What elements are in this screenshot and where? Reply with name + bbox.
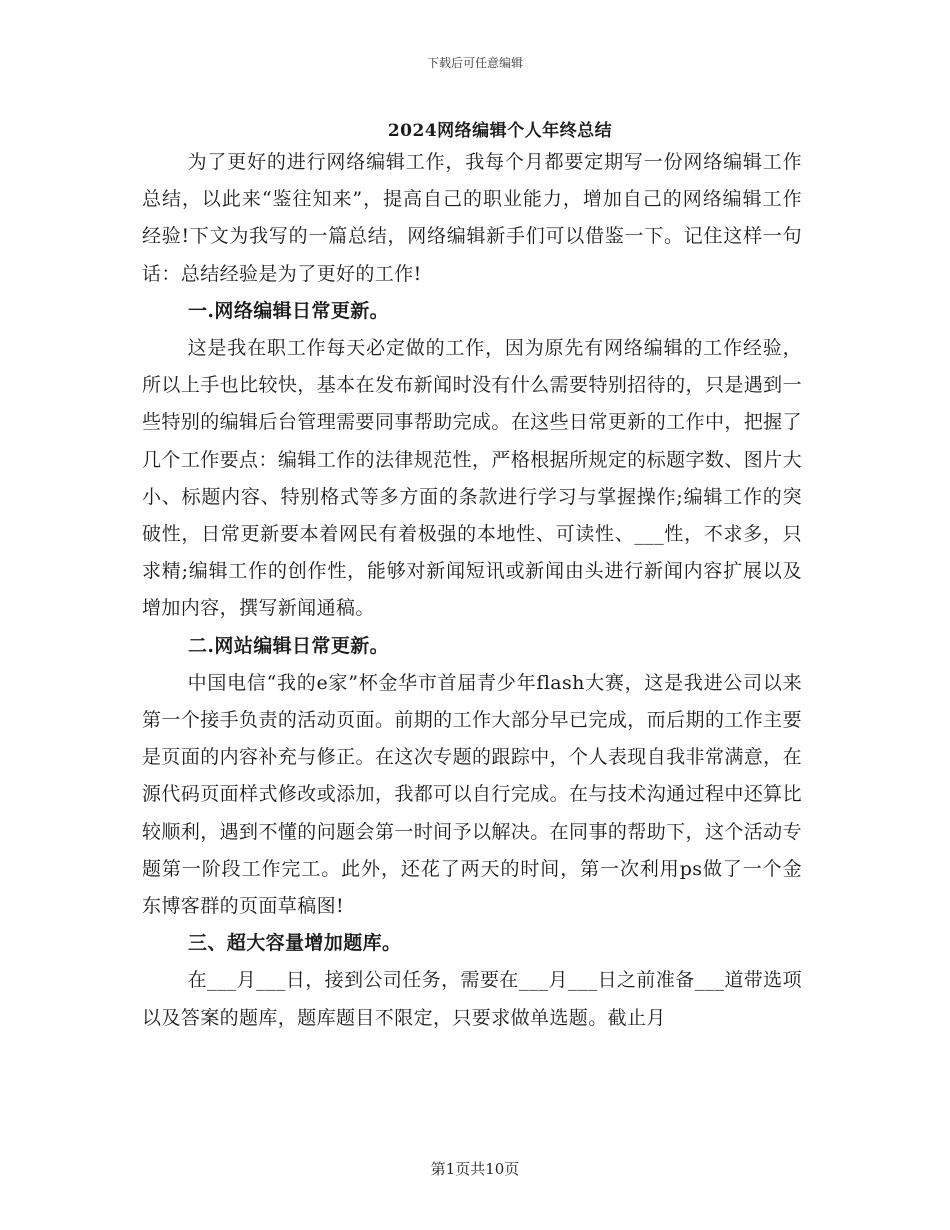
document-body [142,144,802,1037]
section-heading-2: 二.网站编辑日常更新。 [188,634,390,657]
header-note: 下载后可任意编辑 [426,56,523,70]
page-number: 第1页共10页 [430,1160,520,1178]
section-body-1: 这是我在职工作每天必定做的工作，因为原先有网络编辑的工作经验，所以上手也比较快，基本在发布新闻时没有什么需要特别招待的，只是遇到一些特别的编辑后台管理需要同事帮助完成。在这些日常更新的工作中，把握了几个工作要点：编辑工作的法律规范性，严格根据所规定的标题字数、图片大小、标题内容、特别格式等多方面的条款进行学习与掌握操作;编辑工作的突破性，日常更新要本着网民有着极强的本地性、可读性、___性，不求多，只求精;编辑工作的创作性，能够对新闻短讯或新闻由头进行新闻内容扩展以及增加内容，撰写新闻通稿。 [142,337,802,620]
intro-paragraph: 为了更好的进行网络编辑工作，我每个月都要定期写一份网络编辑工作总结，以此来“鉴往知来”，提高自己的职业能力，增加自己的网络编辑工作经验!下文为我写的一篇总结，网络编辑新手们可以借鉴一下。记住这样一句话：总结经验是为了更好的工作! [142,151,802,285]
document-title: 2024网络编辑个人年终总结 [387,121,613,141]
section-body-3: 在___月___日，接到公司任务，需要在___月___日之前准备___道带选项以及答案的题库，题库题目不限定，只要求做单选题。截止月 [142,969,802,1029]
section-heading-1: 一.网络编辑日常更新。 [188,299,390,322]
section-heading-3: 三、超大容量增加题库。 [188,932,402,955]
section-body-2: 中国电信“我的e家”杯金华市首届青少年flash大赛，这是我进公司以来第一个接手负责的活动页面。前期的工作大部分早已完成，而后期的工作主要是页面的内容补充与修正。在这次专题的跟踪中，个人表现自我非常满意，在源代码页面样式修改或添加，我都可以自行完成。在与技术沟通过程中还算比较顺利，遇到不懂的问题会第一时间予以解决。在同事的帮助下，这个活动专题第一阶段工作完工。此外，还花了两天的时间，第一次利用ps做了一个金东博客群的页面草稿图! [142,671,802,918]
